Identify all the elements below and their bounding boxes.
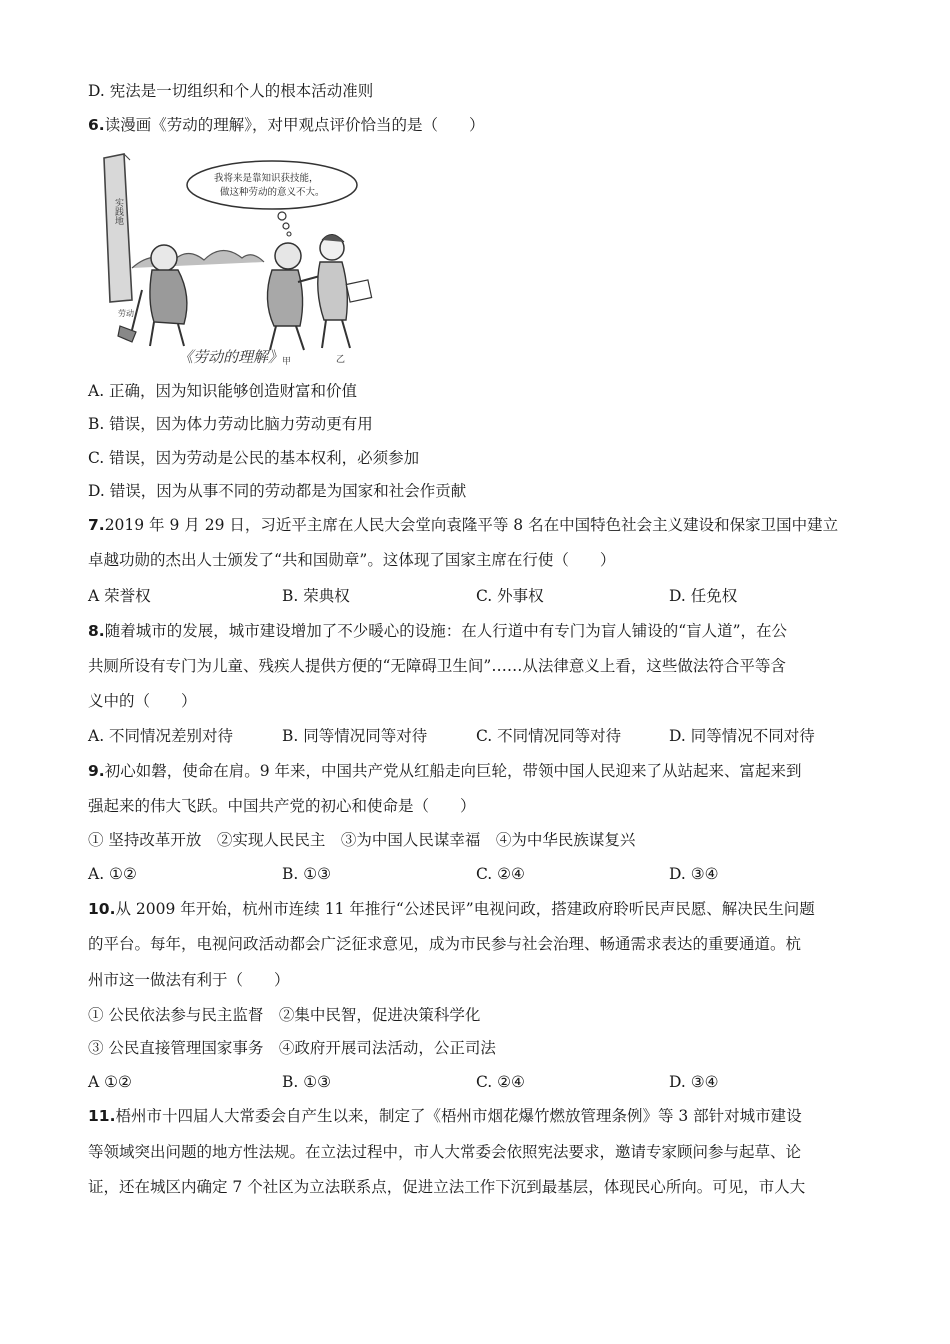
q9-statements: ① 坚持改革开放 ②实现人民民主 ③为中国人民谋幸福 ④为中华民族谋复兴 [88,831,636,849]
q10-option-b[interactable]: B. ①③ [282,1073,332,1091]
cartoon-caption: 《劳动的理解》 [178,348,284,366]
q8-option-b[interactable]: B. 同等情况同等对待 [282,727,428,745]
labor-cartoon [92,150,392,372]
q10-stem-line-3: 州市这一做法有利于（ ） [88,971,290,989]
q7-option-c[interactable]: C. 外事权 [476,587,544,605]
signpost [104,154,132,302]
tool-label: 劳动 [118,309,134,318]
q6-option-a[interactable]: A. 正确，因为知识能够创造财富和价值 [88,382,358,400]
q8-option-a[interactable]: A. 不同情况差别对待 [88,727,234,745]
q11-stem-line-2: 等领域突出问题的地方性法规。在立法过程中，市人大常委会依照宪法要求，邀请专家顾问参与起草、论 [88,1143,802,1161]
q10-statements-2: ③ 公民直接管理国家事务 ④政府开展司法活动，公正司法 [88,1039,496,1057]
q7-stem-line-1 [88,514,838,536]
q8-number: 8. [88,622,105,640]
q7-option-a[interactable]: A 荣誉权 [88,587,151,605]
signpost-text: 实践地 [113,198,123,225]
q6-option-d[interactable]: D. 错误，因为从事不同的劳动都是为国家和社会作贡献 [88,482,467,500]
q6-stem [88,114,484,136]
q9-option-c[interactable]: C. ②④ [476,865,525,883]
q10-number: 10. [88,900,116,918]
q9-option-a[interactable]: A. ①② [88,865,137,883]
q9-option-b[interactable]: B. ①③ [282,865,332,883]
q9-stem-line-1 [88,760,801,782]
q6-number: 6. [88,116,105,134]
q8-stem-text-1: 随着城市的发展，城市建设增加了不少暖心的设施：在人行道中有专门为盲人铺设的“盲人道”，在公 [104,622,788,640]
q9-option-d[interactable]: D. ③④ [669,865,719,883]
q8-stem-line-2: 共厕所设有专门为儿童、残疾人提供方便的“无障碍卫生间”……从法律意义上看，这些做法符合平等含 [88,657,786,675]
q11-stem-text-1: 梧州市十四届人大常委会自产生以来，制定了《梧州市烟花爆竹燃放管理条例》等 3 部针对城市建设 [115,1107,802,1125]
q10-stem-line-2: 的平台。每年，电视问政活动都会广泛征求意见，成为市民参与社会治理、畅通需求表达的重要通道。杭 [88,935,802,953]
q7-number: 7. [88,516,105,534]
speech-line-2: 做这种劳动的意义不大。 [220,187,325,198]
q10-statements-1: ① 公民依法参与民主监督 ②集中民智，促进决策科学化 [88,1006,481,1024]
q11-number: 11. [88,1107,116,1125]
q8-stem-line-1 [88,620,787,642]
speech-line-1: 我将来是靠知识获技能， [214,173,319,184]
label-jia: 甲 [282,357,292,367]
q8-stem-line-3: 义中的（ ） [88,692,197,710]
speech-bubble [187,161,357,236]
label-yi: 乙 [336,355,346,365]
q11-stem-line-1 [88,1105,802,1127]
q9-stem-text-1: 初心如磐，使命在肩。9 年来，中国共产党从红船走向巨轮，带领中国人民迎来了从站起来、富起来到 [104,762,802,780]
q6-option-c[interactable]: C. 错误，因为劳动是公民的基本权利，必须参加 [88,449,420,467]
q9-number: 9. [88,762,105,780]
q7-stem-text-1: 2019 年 9 月 29 日，习近平主席在人民大会堂向袁隆平等 8 名在中国特色社会主义建设和保家卫国中建立 [104,516,839,534]
q8-option-d[interactable]: D. 同等情况不同对待 [669,727,815,745]
q8-option-c[interactable]: C. 不同情况同等对待 [476,727,622,745]
q10-option-a[interactable]: A ①② [88,1073,132,1091]
q10-stem-text-1: 从 2009 年开始，杭州市连续 11 年推行“公述民评”电视问政，搭建政府聆听民声民愿、解决民生问题 [115,900,815,918]
q6-stem-text: 读漫画《劳动的理解》，对甲观点评价恰当的是（ ） [104,116,485,134]
q5-option-d: D. 宪法是一切组织和个人的根本活动准则 [88,82,374,100]
q7-option-d[interactable]: D. 任免权 [669,587,738,605]
q7-option-b[interactable]: B. 荣典权 [282,587,350,605]
q10-stem-line-1 [88,898,815,920]
q10-option-d[interactable]: D. ③④ [669,1073,719,1091]
figure-yi [318,234,372,365]
q9-stem-line-2: 强起来的伟大飞跃。中国共产党的初心和使命是（ ） [88,797,476,815]
q10-option-c[interactable]: C. ②④ [476,1073,525,1091]
q6-option-b[interactable]: B. 错误，因为体力劳动比脑力劳动更有用 [88,415,373,433]
q11-stem-line-3: 证，还在城区内确定 7 个社区为立法联系点，促进立法工作下沉到最基层，体现民心所向。可见，市人大 [88,1178,806,1196]
q7-stem-line-2: 卓越功勋的杰出人士颁发了“共和国勋章”。这体现了国家主席在行使（ ） [88,551,616,569]
